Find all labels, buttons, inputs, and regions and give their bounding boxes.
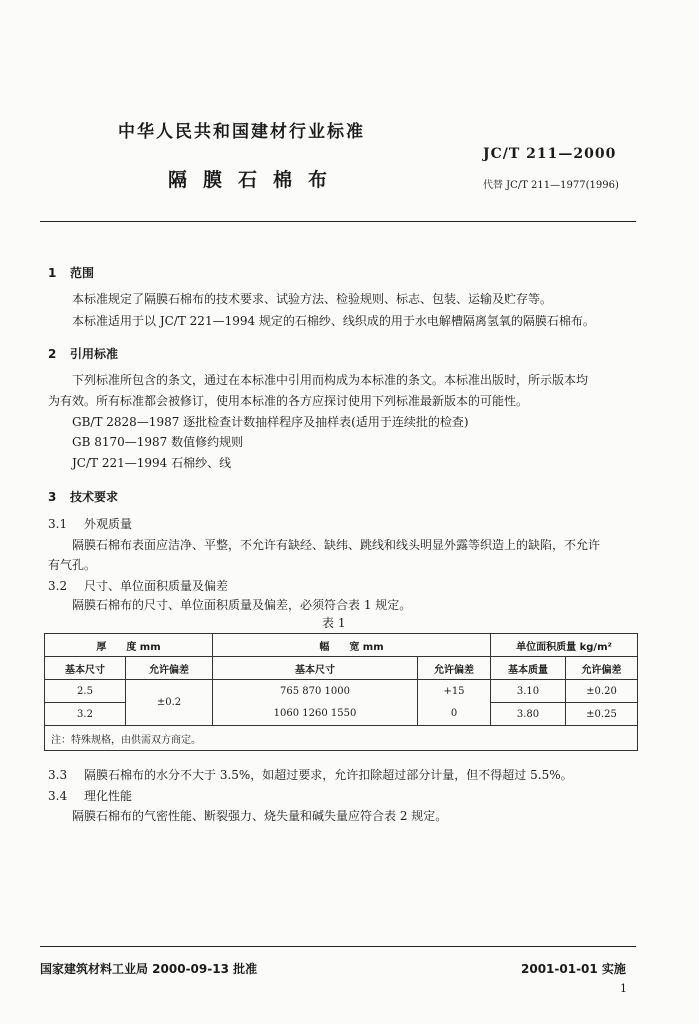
standard-code: JC/T 211—2000	[483, 146, 617, 162]
section-1-paragraph-2: 本标准适用于以 JC/T 221—1994 规定的石棉纱、线织成的用于水电解槽隔离氢氧的隔膜石棉布。	[72, 314, 595, 328]
section-3-4-heading: 3.4 理化性能	[48, 789, 133, 803]
width-tolerance-cell	[418, 680, 491, 726]
table-note: 注：特殊规格，由供需双方商定。	[45, 726, 638, 751]
section-2-heading: 2 引用标准	[48, 347, 119, 361]
approval-line: 国家建筑材料工业局 2000-09-13 批准	[40, 962, 258, 976]
col-width-basic: 基本尺寸	[213, 657, 418, 680]
width-tol-lower: 0	[450, 707, 458, 719]
col-mass-basic: 基本质量	[491, 657, 566, 680]
section-3-2-paragraph: 隔膜石棉布的尺寸、单位面积质量及偏差，必须符合表 1 规定。	[72, 598, 412, 612]
reference-3: JC/T 221—1994 石棉纱、线	[72, 456, 232, 470]
section-1-heading: 1 范围	[48, 266, 95, 280]
section-3-1-paragraph-line-2: 有气孔。	[48, 558, 97, 572]
replaces-note: 代替 JC/T 211—1977(1996)	[483, 180, 619, 191]
document-title: 隔膜石棉布	[168, 169, 344, 191]
col-tolerance: 允许偏差	[126, 657, 213, 680]
section-3-heading: 3 技术要求	[48, 490, 119, 504]
row-2-mass-tolerance: ±0.25	[566, 703, 638, 726]
row-1-width: 765 870 1000	[280, 685, 350, 697]
section-3-3: 3.3 隔膜石棉布的水分不大于 3.5%，如超过要求，允许扣除超过部分计量，但不得超过 5.5%。	[48, 768, 573, 782]
col-mass-tolerance: 允许偏差	[566, 657, 638, 680]
header-rule	[40, 221, 636, 222]
reference-2: GB 8170—1987 数值修约规则	[72, 435, 244, 449]
section-3-2-heading: 3.2 尺寸、单位面积质量及偏差	[48, 579, 229, 593]
row-2-thickness: 3.2	[45, 703, 126, 726]
effective-date: 2001-01-01 实施	[521, 962, 626, 976]
section-3-1-heading: 3.1 外观质量	[48, 517, 133, 531]
row-1-mass: 3.10	[491, 680, 566, 703]
width-tol-upper: +15	[443, 685, 465, 697]
section-3-1-paragraph-line-1: 隔膜石棉布表面应洁净、平整，不允许有缺经、缺纬、跳线和线头明显外露等织造上的缺陷，不允许	[72, 538, 601, 552]
row-2-width: 1060 1260 1550	[273, 707, 357, 719]
row-2-mass: 3.80	[491, 703, 566, 726]
thickness-tolerance: ±0.2	[126, 680, 213, 726]
footer-rule	[40, 946, 636, 947]
group-thickness: 厚 度 mm	[45, 634, 213, 657]
table-1	[44, 633, 638, 751]
row-1-thickness: 2.5	[45, 680, 126, 703]
section-3-4-paragraph: 隔膜石棉布的气密性能、断裂强力、烧失量和碱失量应符合表 2 规定。	[72, 809, 448, 823]
width-basic-cell	[213, 680, 418, 726]
reference-1: GB/T 2828—1987 逐批检查计数抽样程序及抽样表(适用于连续批的检查)	[72, 415, 469, 429]
page-number: 1	[620, 982, 627, 995]
row-1-mass-tolerance: ±0.20	[566, 680, 638, 703]
section-1-paragraph-1: 本标准规定了隔膜石棉布的技术要求、试验方法、检验规则、标志、包装、运输及贮存等。	[72, 292, 553, 306]
group-width: 幅 宽 mm	[213, 634, 491, 657]
standard-name: 中华人民共和国建材行业标准	[118, 122, 365, 142]
group-mass: 单位面积质量 kg/m²	[491, 634, 638, 657]
section-2-paragraph-line-2: 为有效。所有标准都会被修订，使用本标准的各方应探讨使用下列标准最新版本的可能性。	[48, 394, 529, 408]
col-basic-size: 基本尺寸	[45, 657, 126, 680]
section-2-paragraph-line-1: 下列标准所包含的条文，通过在本标准中引用而构成为本标准的条文。本标准出版时，所示版本均	[72, 373, 589, 387]
table-1-caption: 表 1	[322, 616, 346, 630]
col-width-tolerance: 允许偏差	[418, 657, 491, 680]
